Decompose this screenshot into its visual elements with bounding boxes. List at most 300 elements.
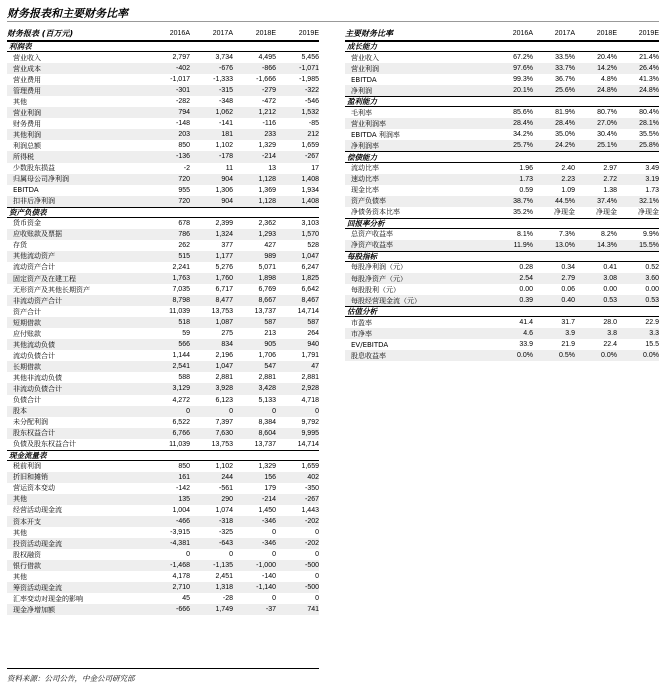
cell-value: 1,144	[172, 352, 190, 360]
cell-value: 515	[178, 252, 190, 260]
table-row	[345, 240, 659, 251]
cell-value: 2,241	[172, 263, 190, 271]
cell-value: 2,881	[301, 374, 319, 382]
cell-value: 1.73	[519, 175, 533, 183]
cell-value: 15.5%	[639, 241, 659, 249]
table-row	[7, 185, 319, 196]
cell-value: 1,825	[301, 275, 319, 282]
cell-value: 1.96	[519, 164, 533, 172]
cell-value: 904	[221, 175, 233, 183]
cell-value: 0.28	[519, 263, 533, 271]
section-title: 回报率分析	[347, 218, 385, 228]
cell-value: 11,039	[169, 440, 190, 448]
table-row	[7, 483, 319, 494]
row-label: 资本开支	[13, 517, 41, 526]
cell-value: 4,495	[258, 54, 276, 62]
table-row	[345, 229, 659, 240]
cell-value: 11.9%	[513, 241, 533, 249]
cell-value: 44.5%	[555, 197, 575, 205]
cell-value: 27.0%	[597, 120, 617, 128]
row-label: 净利润率	[351, 141, 379, 150]
table-row	[7, 328, 319, 339]
row-label: 营业费用	[13, 75, 41, 84]
cell-value: 8.2%	[601, 230, 617, 238]
cell-value: 0	[229, 551, 233, 559]
cell-value: 0.00	[519, 286, 533, 294]
cell-value: -325	[218, 529, 233, 537]
cell-value: 2.23	[561, 175, 575, 183]
header-title: 财务报表 (百万元)	[7, 29, 74, 38]
table-row	[345, 273, 659, 284]
cell-value: 213	[264, 330, 276, 338]
cell-value: -202	[304, 518, 319, 526]
cell-value: 1.09	[561, 186, 575, 194]
cell-value: -643	[218, 540, 233, 548]
cell-value: 1,329	[258, 462, 276, 470]
cell-value: 3.49	[645, 164, 659, 172]
cell-value: 净现金	[638, 209, 659, 217]
section-title: 现金流量表	[9, 450, 47, 460]
table-row	[7, 395, 319, 406]
cell-value: 8,798	[172, 297, 190, 305]
cell-value: 2,928	[301, 385, 319, 393]
table-row	[345, 295, 659, 306]
row-label: 股本	[13, 407, 27, 416]
cell-value: 97.6%	[513, 65, 533, 73]
row-label: 每股股利（元）	[351, 285, 400, 294]
cell-value: 0.00	[603, 286, 617, 294]
cell-value: 2.54	[519, 275, 533, 282]
section-title: 估值分析	[347, 307, 377, 317]
table-row	[7, 472, 319, 483]
cell-value: 5,276	[215, 263, 233, 271]
row-label: 汇率变动对现金的影响	[13, 594, 83, 603]
cell-value: -279	[261, 87, 276, 95]
cell-value: 1,369	[258, 186, 276, 194]
cell-value: -202	[304, 540, 319, 548]
row-label: 股东权益合计	[13, 429, 55, 438]
cell-value: 4.6	[523, 330, 533, 338]
cell-value: -178	[218, 153, 233, 161]
row-label: 其他非流动负债	[13, 373, 62, 382]
cell-value: 203	[178, 131, 190, 139]
cell-value: -2	[183, 164, 190, 172]
table-row	[7, 74, 319, 85]
cell-value: 3,129	[172, 385, 190, 393]
table-row	[7, 107, 319, 118]
row-label: 应收账款及票据	[13, 230, 62, 239]
cell-value: 264	[307, 330, 319, 338]
cell-value: 1,898	[258, 275, 276, 282]
cell-value: 9,792	[301, 418, 319, 426]
cell-value: 14,714	[297, 440, 319, 448]
row-label: 股权融资	[13, 550, 41, 559]
cell-value: 678	[178, 219, 190, 227]
cell-value: -267	[304, 495, 319, 503]
cell-value: 2.79	[561, 275, 575, 282]
section-title: 盈利能力	[347, 97, 377, 107]
table-row	[7, 196, 319, 207]
row-label: 非流动负债合计	[13, 384, 62, 393]
cell-value: 1,659	[301, 462, 319, 470]
row-label: 每股经营现金流（元）	[351, 296, 421, 305]
cell-value: 1.38	[603, 186, 617, 194]
cell-value: 34.2%	[513, 131, 533, 139]
section-header	[7, 41, 319, 52]
cell-value: -472	[261, 98, 276, 106]
cell-value: 24.8%	[639, 87, 659, 95]
cell-value: 1,212	[258, 109, 276, 117]
cell-value: -561	[218, 484, 233, 492]
table-row	[7, 251, 319, 262]
cell-value: 33.5%	[555, 54, 575, 62]
header-year: 2017A	[212, 30, 233, 37]
cell-value: 14,714	[297, 308, 319, 316]
table-row	[7, 505, 319, 516]
row-label: 归属母公司净利润	[13, 175, 69, 184]
cell-value: 20.4%	[597, 54, 617, 62]
row-label: EBITDA 利润率	[351, 130, 400, 139]
table-row	[7, 439, 319, 450]
section-title: 利润表	[9, 42, 32, 52]
cell-value: 181	[221, 131, 233, 139]
table-row	[7, 129, 319, 140]
cell-value: 35.5%	[639, 131, 659, 139]
section-title: 偿债能力	[347, 152, 377, 162]
cell-value: -676	[218, 65, 233, 73]
header-year: 2016A	[512, 30, 533, 37]
row-label: 少数股东损益	[13, 164, 55, 173]
section-header	[7, 450, 319, 461]
cell-value: 2.72	[603, 175, 617, 183]
cell-value: 741	[307, 606, 319, 614]
table-row	[7, 163, 319, 174]
cell-value: 1,450	[258, 506, 276, 514]
cell-value: 净现金	[554, 209, 575, 217]
cell-value: 80.4%	[639, 109, 659, 117]
table-row	[345, 317, 659, 328]
cell-value: 3.8	[607, 330, 617, 338]
cell-value: 2,399	[215, 219, 233, 227]
row-label: 负债合计	[13, 396, 41, 405]
cell-value: -1,468	[170, 562, 190, 570]
cell-value: 2.97	[603, 164, 617, 172]
cell-value: 6,123	[215, 396, 233, 404]
cell-value: 0.39	[519, 297, 533, 305]
row-label: 营业利润	[13, 108, 41, 117]
table-row	[345, 174, 659, 185]
cell-value: 35.2%	[513, 208, 533, 216]
cell-value: 1,062	[215, 109, 233, 117]
cell-value: -546	[304, 98, 319, 106]
cell-value: 402	[307, 473, 319, 481]
cell-value: 1,408	[301, 197, 319, 205]
row-label: 经营活动现金流	[13, 506, 62, 515]
cell-value: 8,384	[258, 418, 276, 426]
cell-value: 25.6%	[555, 87, 575, 95]
row-label: 每股净利润（元）	[351, 263, 407, 272]
cell-value: 1,177	[215, 252, 233, 260]
cell-value: -1,140	[256, 584, 276, 592]
cell-value: 588	[178, 374, 190, 382]
cell-value: 0	[229, 407, 233, 415]
row-label: 应付账款	[13, 329, 41, 338]
cell-value: 81.9%	[555, 109, 575, 117]
cell-value: -140	[261, 573, 276, 581]
cell-value: -466	[175, 518, 190, 526]
table-row	[7, 417, 319, 428]
cell-value: 14.2%	[597, 65, 617, 73]
table-row	[7, 151, 319, 162]
table-row	[7, 306, 319, 317]
cell-value: 1,306	[215, 186, 233, 194]
cell-value: -1,333	[213, 76, 233, 84]
table-row	[7, 461, 319, 472]
cell-value: -37	[265, 606, 276, 614]
table-row	[7, 604, 319, 615]
cell-value: 1,532	[301, 109, 319, 117]
cell-value: 67.2%	[513, 54, 533, 62]
cell-value: 0	[272, 529, 276, 537]
table-row	[7, 284, 319, 295]
cell-value: 3.60	[645, 275, 659, 282]
row-label: 其他	[13, 528, 27, 537]
table-row	[7, 85, 319, 96]
table-row	[7, 174, 319, 185]
cell-value: -350	[304, 484, 319, 492]
cell-value: 32.1%	[639, 197, 659, 205]
cell-value: -267	[304, 153, 319, 161]
cell-value: 1,004	[172, 506, 190, 514]
table-row	[7, 383, 319, 394]
row-label: 其他	[13, 572, 27, 581]
cell-value: 80.7%	[597, 109, 617, 117]
cell-value: -142	[175, 484, 190, 492]
section-header	[345, 251, 659, 262]
row-label: 负债及股东权益合计	[13, 440, 76, 449]
cell-value: -402	[175, 65, 190, 73]
cell-value: -318	[218, 518, 233, 526]
table-row	[345, 207, 659, 218]
section-header	[345, 218, 659, 229]
cell-value: -315	[218, 87, 233, 95]
cell-value: 41.3%	[639, 76, 659, 84]
cell-value: 377	[221, 241, 233, 249]
section-header	[345, 96, 659, 107]
cell-value: 1,102	[215, 462, 233, 470]
table-row	[345, 339, 659, 350]
cell-value: 7,035	[172, 286, 190, 294]
table-row	[7, 240, 319, 251]
table-row	[7, 350, 319, 361]
row-label: 营业利润	[351, 64, 379, 73]
cell-value: 20.1%	[513, 87, 533, 95]
financial-ratios-table	[345, 27, 659, 361]
cell-value: 45	[182, 595, 190, 603]
table-row	[7, 560, 319, 571]
cell-value: -148	[175, 120, 190, 128]
cell-value: 4,178	[172, 573, 190, 581]
row-label: 资产负债率	[351, 197, 386, 206]
cell-value: -1,000	[256, 562, 276, 570]
cell-value: 85.6%	[513, 109, 533, 117]
cell-value: -1,985	[299, 76, 319, 84]
cell-value: 21.4%	[639, 54, 659, 62]
cell-value: -141	[218, 120, 233, 128]
cell-value: 13	[268, 164, 276, 172]
cell-value: 3.19	[645, 175, 659, 183]
cell-value: 0.0%	[601, 352, 617, 360]
cell-value: -4,381	[170, 540, 190, 548]
row-label: 营业成本	[13, 64, 41, 73]
row-label: 无形资产及其他长期资产	[13, 285, 90, 294]
header-year: 2019E	[638, 30, 659, 37]
cell-value: 3.9	[565, 330, 575, 338]
cell-value: 427	[264, 241, 276, 249]
row-label: 营业收入	[13, 53, 41, 62]
row-label: 营业利润率	[351, 119, 386, 128]
cell-value: 13,737	[254, 308, 276, 316]
cell-value: 1,749	[215, 606, 233, 614]
cell-value: 37.4%	[597, 197, 617, 205]
cell-value: -866	[261, 65, 276, 73]
cell-value: 3,428	[258, 385, 276, 393]
cell-value: -1,017	[170, 76, 190, 84]
cell-value: 0.06	[561, 286, 575, 294]
cell-value: 0.52	[645, 263, 659, 271]
table-row	[7, 582, 319, 593]
cell-value: 17	[311, 164, 319, 172]
cell-value: 0.0%	[517, 352, 533, 360]
section-title: 每股指标	[347, 251, 377, 261]
cell-value: 7,630	[215, 429, 233, 437]
cell-value: 38.7%	[513, 197, 533, 205]
table-header	[7, 27, 319, 41]
cell-value: 0.34	[561, 263, 575, 271]
cell-value: 0	[272, 595, 276, 603]
header-year: 2018E	[596, 30, 617, 37]
cell-value: 1,329	[258, 142, 276, 150]
cell-value: 0.41	[603, 263, 617, 271]
row-label: 固定资产及在建工程	[13, 274, 76, 283]
cell-value: 2.40	[561, 164, 575, 172]
row-label: 财务费用	[13, 119, 41, 128]
row-label: 存货	[13, 241, 27, 250]
table-row	[345, 107, 659, 118]
row-label: 总资产收益率	[351, 230, 393, 239]
section-header	[345, 151, 659, 162]
cell-value: 212	[307, 131, 319, 139]
cell-value: 0.00	[645, 286, 659, 294]
cell-value: 3,103	[301, 219, 319, 227]
cell-value: 8,604	[258, 429, 276, 437]
cell-value: 5,133	[258, 396, 276, 404]
title-divider	[7, 21, 659, 22]
table-row	[7, 372, 319, 383]
cell-value: 4.8%	[601, 76, 617, 84]
table-row	[345, 85, 659, 96]
table-row	[345, 185, 659, 196]
cell-value: 35.0%	[555, 131, 575, 139]
cell-value: 4,272	[172, 396, 190, 404]
table-row	[7, 118, 319, 129]
cell-value: 275	[221, 330, 233, 338]
row-label: 其他流动资产	[13, 252, 55, 261]
row-label: 净债务资本比率	[351, 208, 400, 217]
row-label: 折旧和摊销	[13, 473, 48, 482]
section-title: 资产负债表	[9, 207, 47, 217]
cell-value: 1,934	[301, 186, 319, 194]
row-label: 流动负债合计	[13, 351, 55, 360]
cell-value: 905	[264, 341, 276, 349]
section-title: 成长能力	[347, 42, 377, 52]
table-row	[7, 339, 319, 350]
header-title: 主要财务比率	[345, 29, 393, 38]
row-label: EBITDA	[13, 186, 39, 195]
cell-value: -346	[261, 518, 276, 526]
cell-value: 290	[221, 495, 233, 503]
row-label: 其他利润	[13, 130, 41, 139]
cell-value: 0.59	[519, 186, 533, 194]
cell-value: 156	[264, 473, 276, 481]
cell-value: 5,456	[301, 54, 319, 62]
row-label: 流动比率	[351, 164, 379, 173]
cell-value: 0.0%	[643, 352, 659, 360]
cell-value: 41.4	[519, 319, 533, 327]
cell-value: 0	[315, 551, 319, 559]
cell-value: 0	[186, 407, 190, 415]
cell-value: 786	[178, 230, 190, 238]
cell-value: 24.8%	[597, 87, 617, 95]
cell-value: 0.40	[561, 297, 575, 305]
cell-value: 11	[225, 164, 233, 172]
cell-value: 13,753	[211, 308, 233, 316]
cell-value: 587	[307, 319, 319, 327]
cell-value: 47	[311, 363, 319, 371]
table-row	[345, 129, 659, 140]
cell-value: 30.4%	[597, 131, 617, 139]
cell-value: -136	[175, 153, 190, 161]
table-row	[345, 284, 659, 295]
table-row	[7, 527, 319, 538]
cell-value: 28.4%	[555, 120, 575, 128]
cell-value: 13,753	[211, 440, 233, 448]
cell-value: 834	[221, 341, 233, 349]
table-row	[345, 196, 659, 207]
cell-value: -28	[222, 595, 233, 603]
table-row	[345, 52, 659, 63]
row-label: 非流动资产合计	[13, 296, 62, 305]
cell-value: 547	[264, 363, 276, 371]
row-label: 其他	[13, 495, 27, 504]
cell-value: 7.3%	[559, 230, 575, 238]
cell-value: 244	[221, 473, 233, 481]
table-row	[345, 140, 659, 151]
cell-value: -500	[304, 562, 319, 570]
cell-value: 955	[178, 186, 190, 194]
cell-value: 1,074	[215, 506, 233, 514]
cell-value: -346	[261, 540, 276, 548]
cell-value: 2,881	[215, 374, 233, 382]
row-label: 市盈率	[351, 318, 372, 327]
table-row	[7, 549, 319, 560]
header-year: 2017A	[554, 30, 575, 37]
cell-value: 15.5	[645, 341, 659, 349]
row-label: 长期借款	[13, 362, 41, 371]
row-label: 短期借款	[13, 318, 41, 327]
table-row	[7, 218, 319, 229]
cell-value: -116	[262, 120, 276, 128]
